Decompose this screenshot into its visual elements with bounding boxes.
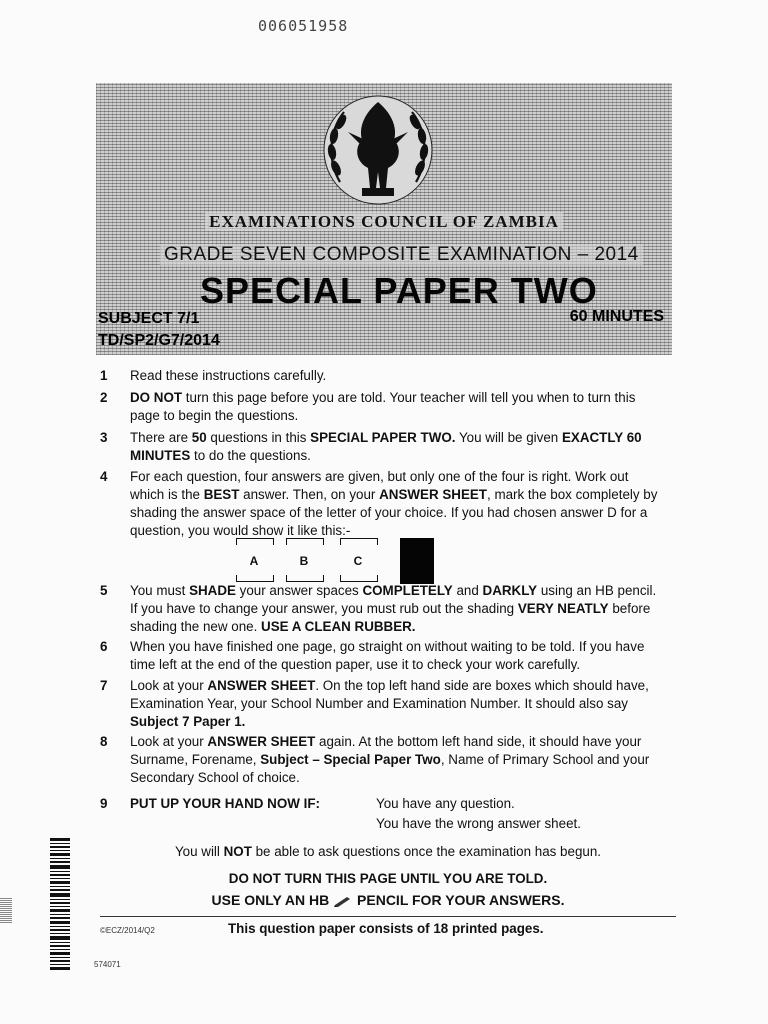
instruction-9-lead: PUT UP YOUR HAND NOW IF: [130,796,320,811]
serial-number: 006051958 [258,17,349,35]
example-option-c: C [340,538,376,582]
instruction-9: 9 PUT UP YOUR HAND NOW IF: You have any question. You have the wrong answer sheet. [100,796,581,831]
instruction-9-reason-2: You have the wrong answer sheet. [376,816,581,831]
council-name: EXAMINATIONS COUNCIL OF ZAMBIA [0,212,768,232]
footer-divider [100,916,676,917]
example-option-b: B [286,538,322,582]
subject-code: SUBJECT 7/1 [98,310,200,327]
instruction-6: 6 When you have finished one page, go straight on without waiting to be told. If you have time left at the end of the question paper, use it to check your work carefully. [100,639,645,672]
warning-line-2: USE ONLY AN HB PENCIL FOR YOUR ANSWERS. [211,892,565,908]
instruction-5: 5 You must SHADE your answer spaces COMPLETELY and DARKLY using an HB pencil. If you have to change your answer, you must rub out the shading VERY NEATLY before shading the new one. USE A CLEAN RUBBER. [100,583,657,634]
warning-line-1: DO NOT TURN THIS PAGE UNTIL YOU ARE TOLD. [228,871,548,886]
pencil-icon [333,895,353,907]
notice-line: You will NOT be able to ask questions once the examination has begun. [174,844,602,859]
barcode [50,838,70,970]
paper-title: SPECIAL PAPER TWO [200,270,598,311]
pages-note: This question paper consists of 18 printed pages. [228,921,544,936]
instruction-2: 2 DO NOT turn this page before you are told. Your teacher will tell you when to turn this page to begin the questions. [100,390,636,423]
side-mark [0,897,12,923]
instruction-3: 3 There are 50 questions in this SPECIAL PAPER TWO. You will be given EXACTLY 60 MINUTES to do the questions. [100,430,642,463]
example-option-a: A [236,538,272,582]
instruction-8: 8 Look at your ANSWER SHEET again. At the bottom left hand side, it should have your Surname, Forename, Subject – Special Paper Two, Name of Primary School and your Secondary School of choice. [100,734,650,785]
instruction-7: 7 Look at your ANSWER SHEET. On the top left hand side are boxes which should have, Examination Year, your School Number and Examination Number. It should also say Subject 7 Paper 1. [100,678,649,729]
paper-code: TD/SP2/G7/2014 [98,332,220,349]
barcode-number: 574071 [94,960,121,969]
copyright-code: ©ECZ/2014/Q2 [100,926,155,935]
coat-of-arms-emblem [318,92,438,210]
example-option-d-shaded [400,538,434,584]
instruction-1: 1 Read these instructions carefully. [100,368,327,383]
exam-name: GRADE SEVEN COMPOSITE EXAMINATION – 2014 [160,244,610,266]
exam-duration: 60 MINUTES [569,308,664,325]
instruction-9-reason-1: You have any question. [376,796,515,811]
instruction-4: 4 For each question, four answers are given, but only one of the four is right. Work out which is the BEST answer. Then, on your ANSWER SHEET, mark the box completely by shading the answer space of the letter of your choice. If you had chosen answer D for a question, you would show it like this:- [100,469,658,538]
